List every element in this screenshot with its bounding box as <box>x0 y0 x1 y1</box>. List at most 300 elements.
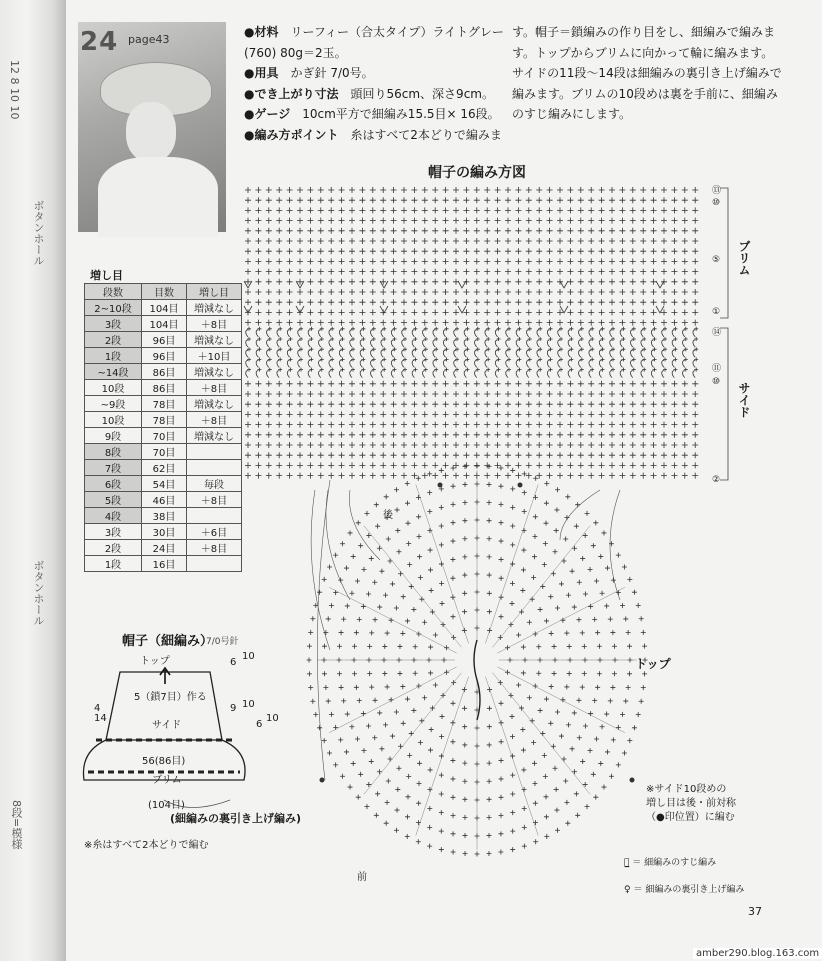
stitch-mark <box>578 422 584 428</box>
loop-stitch <box>641 330 643 337</box>
stitch-mark <box>411 422 417 428</box>
stitch-mark <box>307 309 313 315</box>
stitch-mark <box>484 473 490 479</box>
round-stitch <box>559 581 564 586</box>
stitch-mark <box>671 248 677 254</box>
stitch-mark <box>640 187 646 193</box>
stitch-mark <box>526 228 532 234</box>
loop-stitch <box>558 360 560 367</box>
round-stitch <box>498 795 503 800</box>
loop-stitch <box>485 330 487 337</box>
loop-stitch <box>360 350 362 357</box>
stitch-mark <box>630 197 636 203</box>
stitch-mark <box>495 381 501 387</box>
round-stitch <box>462 536 467 541</box>
stitch-mark <box>682 187 688 193</box>
round-stitch <box>591 543 596 548</box>
stitch-mark <box>255 473 261 479</box>
stitch-mark <box>443 279 449 285</box>
stitch-mark <box>401 238 407 244</box>
loop-stitch <box>610 360 612 367</box>
stitch-mark <box>661 228 667 234</box>
stitch-mark <box>349 207 355 213</box>
stitch-mark <box>307 391 313 397</box>
round-stitch <box>580 759 585 764</box>
loop-stitch <box>443 360 445 367</box>
stitch-mark <box>474 299 480 305</box>
round-stitch <box>487 482 492 487</box>
stitch-mark <box>245 452 251 458</box>
round-stitch <box>510 773 515 778</box>
stitch-mark <box>297 442 303 448</box>
stitch-mark <box>484 452 490 458</box>
stitch-mark <box>474 207 480 213</box>
stitch-mark <box>567 309 573 315</box>
stitch-mark <box>401 187 407 193</box>
stitch-mark <box>692 381 698 387</box>
round-stitch <box>487 833 492 838</box>
stitch-mark <box>266 411 272 417</box>
stitch-mark <box>661 432 667 438</box>
round-stitch <box>543 541 548 546</box>
loop-stitch <box>527 360 529 367</box>
stitch-mark <box>640 320 646 326</box>
stitch-mark <box>515 207 521 213</box>
table-cell: 3段 <box>85 316 142 332</box>
stitch-mark <box>671 401 677 407</box>
stitch-mark <box>588 452 594 458</box>
stitch-mark <box>484 279 490 285</box>
stitch-mark <box>526 248 532 254</box>
table-cell: 16目 <box>142 556 187 572</box>
stitch-mark <box>536 279 542 285</box>
stitch-mark <box>453 258 459 264</box>
loop-stitch <box>495 360 497 367</box>
stitch-mark <box>661 258 667 264</box>
stitch-mark <box>651 462 657 468</box>
stitch-mark <box>297 401 303 407</box>
loop-stitch <box>672 371 674 378</box>
stitch-mark <box>495 299 501 305</box>
stitch-mark <box>380 452 386 458</box>
connector-line <box>311 490 330 650</box>
round-stitch <box>333 590 338 595</box>
stitch-mark <box>318 289 324 295</box>
stitch-mark <box>245 462 251 468</box>
stitch-mark <box>567 248 573 254</box>
stitch-mark <box>391 289 397 295</box>
round-stitch <box>610 630 615 635</box>
stitch-mark <box>339 452 345 458</box>
stitch-mark <box>599 248 605 254</box>
stitch-mark <box>318 309 324 315</box>
loop-stitch <box>423 360 425 367</box>
loop-stitch <box>256 350 258 357</box>
loop-stitch <box>391 340 393 347</box>
stitch-mark <box>307 197 313 203</box>
stitch-mark <box>391 187 397 193</box>
stitch-mark <box>411 442 417 448</box>
stitch-mark <box>609 269 615 275</box>
stitch-mark <box>692 197 698 203</box>
stitch-mark <box>349 462 355 468</box>
stitch-mark <box>484 391 490 397</box>
stitch-mark <box>619 309 625 315</box>
stitch-mark <box>318 381 324 387</box>
page-number: 37 <box>748 905 762 918</box>
round-stitch <box>433 633 438 638</box>
stitch-mark <box>453 238 459 244</box>
stitch-mark <box>578 462 584 468</box>
stitch-mark <box>370 391 376 397</box>
loop-stitch <box>527 330 529 337</box>
stitch-mark <box>671 299 677 305</box>
loop-stitch <box>475 360 477 367</box>
round-stitch <box>498 831 503 836</box>
stitch-mark <box>266 197 272 203</box>
stitch-mark <box>359 320 365 326</box>
gauge-text: 10cm平方で細編み15.5目× 16段。 <box>302 107 500 121</box>
stitch-mark <box>370 197 376 203</box>
stitch-mark <box>432 258 438 264</box>
stitch-mark <box>588 299 594 305</box>
stitch-mark <box>567 411 573 417</box>
stitch-mark <box>370 269 376 275</box>
stitch-mark <box>297 473 303 479</box>
round-stitch <box>608 617 613 622</box>
stitch-mark <box>567 207 573 213</box>
stitch-mark <box>307 228 313 234</box>
round-stitch <box>510 505 515 510</box>
stitch-mark <box>276 411 282 417</box>
stitch-mark <box>557 299 563 305</box>
stitch-mark <box>463 258 469 264</box>
stitch-mark <box>380 218 386 224</box>
round-stitch <box>516 633 521 638</box>
stitch-mark <box>443 309 449 315</box>
stitch-mark <box>370 279 376 285</box>
round-stitch <box>610 685 615 690</box>
round-stitch <box>417 761 422 766</box>
stitch-mark <box>619 197 625 203</box>
note-line: ※サイド10段めの <box>646 784 727 795</box>
materials-text: リーフィー（合太タイプ）ライトグレー(760) 80g＝2玉。 <box>244 25 504 60</box>
loop-stitch <box>485 340 487 347</box>
stitch-mark <box>339 411 345 417</box>
loop-stitch <box>599 350 601 357</box>
loop-stitch <box>672 360 674 367</box>
loop-stitch <box>339 340 341 347</box>
stitch-mark <box>443 320 449 326</box>
stitch-mark <box>682 462 688 468</box>
stitch-mark <box>401 391 407 397</box>
stitch-mark <box>463 442 469 448</box>
stitch-mark <box>495 462 501 468</box>
round-stitch <box>385 684 390 689</box>
stitch-mark <box>411 218 417 224</box>
stitch-mark <box>505 452 511 458</box>
stitch-mark <box>463 207 469 213</box>
loop-stitch <box>256 330 258 337</box>
loop-stitch <box>568 330 570 337</box>
round-stitch <box>522 490 527 495</box>
loop-stitch <box>319 330 321 337</box>
loop-stitch <box>319 350 321 357</box>
stitch-mark <box>526 289 532 295</box>
loop-stitch <box>454 360 456 367</box>
round-stitch <box>519 609 524 614</box>
round-stitch <box>430 706 435 711</box>
stitch-mark <box>401 207 407 213</box>
loop-stitch <box>641 340 643 347</box>
loop-stitch <box>433 371 435 378</box>
stitch-mark <box>515 320 521 326</box>
stitch-mark <box>359 299 365 305</box>
round-stitch <box>377 710 382 715</box>
stitch-mark <box>619 299 625 305</box>
stitch-mark <box>547 401 553 407</box>
stitch-mark <box>422 187 428 193</box>
table-cell: 2段 <box>85 540 142 556</box>
round-stitch <box>498 502 503 507</box>
stitch-mark <box>287 269 293 275</box>
round-stitch <box>522 825 527 830</box>
stitch-mark <box>567 432 573 438</box>
stitch-mark <box>630 248 636 254</box>
loop-stitch <box>319 340 321 347</box>
stitch-mark <box>651 473 657 479</box>
stitch-mark <box>557 401 563 407</box>
stitch-mark <box>318 248 324 254</box>
round-stitch <box>622 565 627 570</box>
row-number: ② <box>712 475 721 485</box>
table-cell: 86目 <box>142 364 187 380</box>
loop-stitch <box>287 360 289 367</box>
stitch-mark <box>422 228 428 234</box>
round-stitch <box>369 556 374 561</box>
round-stitch <box>564 515 569 520</box>
round-stitch <box>611 578 616 583</box>
round-stitch <box>627 577 632 582</box>
stitch-mark <box>661 391 667 397</box>
stitch-mark <box>255 422 261 428</box>
stitch-mark <box>651 320 657 326</box>
caption-pointer <box>164 800 230 808</box>
stitch-mark <box>255 442 261 448</box>
round-stitch <box>422 620 427 625</box>
stitch-mark <box>640 473 646 479</box>
stitch-mark <box>671 218 677 224</box>
table-cell: ＋8目 <box>187 412 242 428</box>
round-stitch <box>554 507 559 512</box>
round-stitch <box>639 699 644 704</box>
round-stitch <box>574 524 579 529</box>
stitch-mark <box>567 422 573 428</box>
stitch-mark <box>453 197 459 203</box>
stitch-mark <box>359 228 365 234</box>
stitch-mark <box>526 187 532 193</box>
stitch-mark <box>255 207 261 213</box>
stitch-mark <box>380 279 386 285</box>
loop-stitch <box>371 360 373 367</box>
loop-stitch <box>308 350 310 357</box>
loop-stitch <box>589 340 591 347</box>
table-cell: 増減なし <box>187 428 242 444</box>
round-stitch <box>533 631 538 636</box>
stitch-mark <box>245 432 251 438</box>
loop-stitch <box>651 371 653 378</box>
stitch-mark <box>359 309 365 315</box>
stitch-mark <box>245 391 251 397</box>
stitch-mark <box>349 320 355 326</box>
loop-stitch <box>662 350 664 357</box>
round-stitch <box>582 644 587 649</box>
stitch-mark <box>599 207 605 213</box>
loop-stitch <box>620 371 622 378</box>
stitch-mark <box>526 269 532 275</box>
table-cell: 104目 <box>142 316 187 332</box>
stitch-mark <box>287 320 293 326</box>
stitch-mark <box>359 442 365 448</box>
stitch-mark <box>443 269 449 275</box>
stitch-mark <box>266 228 272 234</box>
round-stitch <box>395 787 400 792</box>
round-stitch <box>401 721 406 726</box>
stitch-mark <box>495 473 501 479</box>
stitch-mark <box>557 442 563 448</box>
stitch-mark <box>401 473 407 479</box>
stitch-mark <box>318 442 324 448</box>
stitch-mark <box>661 401 667 407</box>
stitch-mark <box>484 248 490 254</box>
round-stitch <box>397 644 402 649</box>
stitch-mark <box>651 299 657 305</box>
stitch-mark <box>245 422 251 428</box>
stitch-mark <box>422 299 428 305</box>
round-stitch <box>554 808 559 813</box>
stitch-mark <box>578 411 584 417</box>
stitch-mark <box>640 228 646 234</box>
stitch-mark <box>245 258 251 264</box>
loop-stitch <box>579 350 581 357</box>
stitch-mark <box>619 473 625 479</box>
stitch-mark <box>411 432 417 438</box>
stitch-mark <box>287 473 293 479</box>
stitch-mark <box>391 309 397 315</box>
stitch-mark <box>370 401 376 407</box>
stitch-mark <box>692 442 698 448</box>
stitch-mark <box>547 248 553 254</box>
stitch-mark <box>495 432 501 438</box>
round-stitch <box>565 821 570 826</box>
round-stitch <box>536 671 541 676</box>
loop-stitch <box>693 371 695 378</box>
stitch-mark <box>578 381 584 387</box>
stitch-mark <box>515 299 521 305</box>
stitch-mark <box>287 258 293 264</box>
stitch-mark <box>380 320 386 326</box>
stitch-mark <box>328 432 334 438</box>
stitch-mark <box>484 422 490 428</box>
stitch-mark <box>495 269 501 275</box>
round-stitch <box>487 742 492 747</box>
stitch-mark <box>557 462 563 468</box>
stitch-mark <box>671 207 677 213</box>
stitch-mark <box>432 381 438 387</box>
loop-stitch <box>641 360 643 367</box>
stitch-mark <box>619 269 625 275</box>
stitch-mark <box>474 381 480 387</box>
stitch-mark <box>547 422 553 428</box>
round-stitch <box>451 813 456 818</box>
stitch-mark <box>307 269 313 275</box>
round-stitch <box>498 465 503 470</box>
stitch-mark <box>443 432 449 438</box>
round-stitch <box>383 593 388 598</box>
stitch-mark <box>515 309 521 315</box>
stitch-mark <box>370 207 376 213</box>
stitch-mark <box>536 289 542 295</box>
loop-stitch <box>391 360 393 367</box>
round-stitch <box>361 567 366 572</box>
stitch-mark <box>453 411 459 417</box>
round-stitch <box>349 591 354 596</box>
stitch-mark <box>318 422 324 428</box>
stitch-mark <box>536 258 542 264</box>
round-stitch <box>487 815 492 820</box>
stitch-mark <box>682 391 688 397</box>
stitch-mark <box>391 391 397 397</box>
table-cell: 5段 <box>85 492 142 508</box>
table-cell: 86目 <box>142 380 187 396</box>
round-stitch <box>366 723 371 728</box>
stitch-mark <box>682 432 688 438</box>
stitch-mark <box>255 320 261 326</box>
stitch-mark <box>536 218 542 224</box>
note-line: （●印位置）に編む <box>646 812 735 823</box>
round-stitch <box>462 815 467 820</box>
stitch-mark <box>411 309 417 315</box>
stitch-mark <box>307 218 313 224</box>
round-stitch <box>439 581 444 586</box>
stitch-mark <box>463 187 469 193</box>
stitch-mark <box>297 238 303 244</box>
table-cell: 増減なし <box>187 396 242 412</box>
size-label: ●でき上がり寸法 <box>244 86 339 101</box>
stitch-mark <box>401 218 407 224</box>
stitch-mark <box>599 279 605 285</box>
dim-6b: 6 <box>256 719 263 730</box>
round-stitch <box>521 748 526 753</box>
round-stitch <box>413 644 418 649</box>
stitch-mark <box>692 258 698 264</box>
stitch-mark <box>578 320 584 326</box>
stitch-mark <box>349 258 355 264</box>
round-stitch <box>405 481 410 486</box>
stitch-mark <box>692 279 698 285</box>
round-stitch <box>530 718 535 723</box>
dim-10c: 10 <box>266 713 279 724</box>
stitch-mark <box>651 411 657 417</box>
round-stitch <box>327 750 332 755</box>
stitch-mark <box>318 432 324 438</box>
stitch-mark <box>453 187 459 193</box>
stitch-mark <box>640 289 646 295</box>
loop-stitch <box>506 360 508 367</box>
table-header: 段数 <box>85 284 142 300</box>
stitch-mark <box>339 197 345 203</box>
stitch-mark <box>297 248 303 254</box>
